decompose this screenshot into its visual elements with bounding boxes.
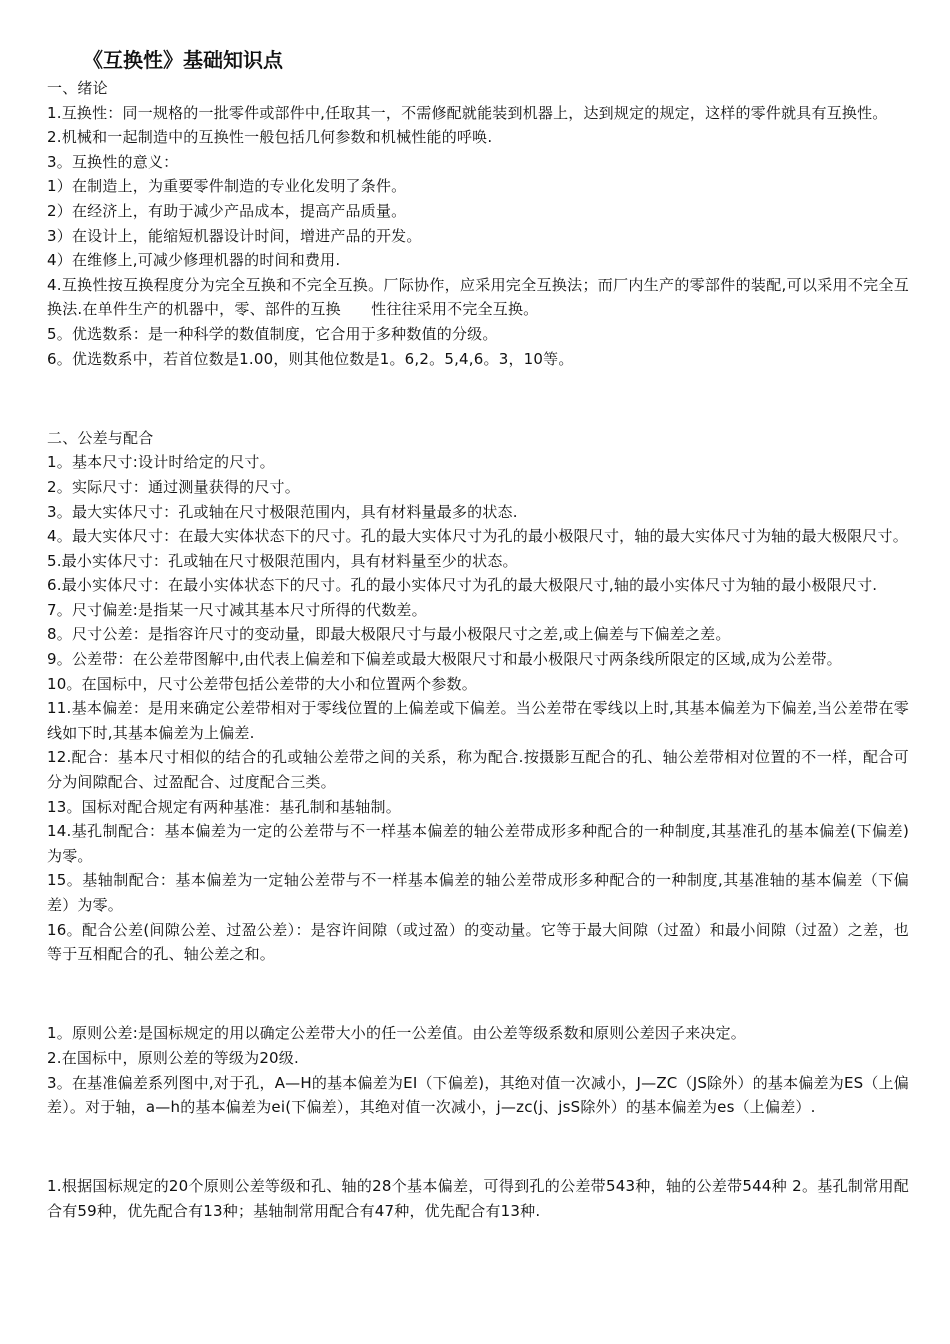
text-paragraph: 2。实际尺寸：通过测量获得的尺寸。 <box>47 477 300 496</box>
text-paragraph: 1）在制造上，为重要零件制造的专业化发明了条件。 <box>47 177 407 196</box>
document-page <box>47 46 909 1224</box>
text-paragraph: 2）在经济上，有助于减少产品成本，提高产品质量。 <box>47 201 407 220</box>
text-paragraph: 2.机械和一起制造中的互换性一般包括几何参数和机械性能的呼唤. <box>47 128 493 147</box>
text-paragraph: 5。优选数系：是一种科学的数值制度，它合用于多种数值的分级。 <box>47 324 498 343</box>
text-paragraph: 一、绪论 <box>47 79 108 97</box>
text-paragraph: 二、公差与配合 <box>47 428 154 447</box>
text-paragraph: 6。优选数系中，若首位数是1.00，则其他位数是1。6,2。5,4,6。3，10等。 <box>47 349 574 368</box>
text-paragraph: 8。尺寸公差：是指容许尺寸的变动量，即最大极限尺寸与最小极限尺寸之差,或上偏差与下偏差之差。 <box>47 625 731 644</box>
text-paragraph: 12.配合：基本尺寸相似的结合的孔或轴公差带之间的关系，称为配合.按摄影互配合的孔、轴公差带相对位置的不一样，配合可分为间隙配合、过盈配合、过度配合三类。 <box>47 748 909 792</box>
blank-line <box>47 982 909 1007</box>
text-paragraph: 3。最大实体尺寸：孔或轴在尺寸极限范围内，具有材料量最多的状态. <box>47 502 518 521</box>
text-paragraph: 13。国标对配合规定有两种基准：基孔制和基轴制。 <box>47 797 401 816</box>
text-paragraph: 15。基轴制配合：基本偏差为一定轴公差带与不一样基本偏差的轴公差带成形多种配合的一种制度,其基准轴的基本偏差（下偏差）为零。 <box>47 871 909 914</box>
text-paragraph: 2.在国标中，原则公差的等级为20级. <box>47 1048 299 1067</box>
text-paragraph: 1。基本尺寸:设计时给定的尺寸。 <box>47 453 275 472</box>
text-paragraph: 11.基本偏差：是用来确定公差带相对于零线位置的上偏差或下偏差。当公差带在零线以上时,其基本偏差为下偏差,当公差带在零线如下时,其基本偏差为上偏差. <box>47 699 909 742</box>
text-paragraph: 4.互换性按互换程度分为完全互换和不完全互换。厂际协作，应采用完全互换法；而厂内生产的零部件的装配,可以采用不完全互换法.在单件生产的机器中，零、部件的互换 性往往采用不完全互换。 <box>47 275 909 319</box>
blank-line <box>47 386 909 411</box>
document-body <box>47 76 909 1224</box>
text-paragraph: 3。互换性的意义： <box>47 152 179 171</box>
text-paragraph: 10。在国标中，尺寸公差带包括公差带的大小和位置两个参数。 <box>47 674 477 693</box>
document-title: 《互换性》基础知识点 <box>83 48 283 72</box>
text-paragraph: 1.根据国标规定的20个原则公差等级和孔、轴的28个基本偏差，可得到孔的公差带543种，轴的公差带544种 2。基孔制常用配合有59种，优先配合有13种；基轴制常用配合有47种，优先配合有13种. <box>47 1177 909 1220</box>
text-paragraph: 9。公差带：在公差带图解中,由代表上偏差和下偏差或最大极限尺寸和最小极限尺寸两条线所限定的区域,成为公差带。 <box>47 650 842 669</box>
blank-line <box>47 1135 909 1160</box>
text-paragraph: 4。最大实体尺寸：在最大实体状态下的尺寸。孔的最大实体尺寸为孔的最小极限尺寸，轴的最大实体尺寸为轴的最大极限尺寸。 <box>47 527 908 546</box>
text-paragraph: 14.基孔制配合：基本偏差为一定的公差带与不一样基本偏差的轴公差带成形多种配合的一种制度,其基准孔的基本偏差(下偏差)为零。 <box>47 822 909 865</box>
text-paragraph: 3）在设计上，能缩短机器设计时间，增进产品的开发。 <box>47 226 422 245</box>
text-paragraph: 16。配合公差(间隙公差、过盈公差）：是容许间隙（或过盈）的变动量。它等于最大间隙（过盈）和最小间隙（过盈）之差，也等于互相配合的孔、轴公差之和。 <box>47 920 909 964</box>
text-paragraph: 1.互换性：同一规格的一批零件或部件中,任取其一，不需修配就能装到机器上，达到规定的规定，这样的零件就具有互换性。 <box>47 103 888 122</box>
text-paragraph: 4）在维修上,可减少修理机器的时间和费用. <box>47 251 341 270</box>
text-paragraph: 6.最小实体尺寸：在最小实体状态下的尺寸。孔的最小实体尺寸为孔的最大极限尺寸,轴的最小实体尺寸为轴的最小极限尺寸. <box>47 576 878 595</box>
text-paragraph: 7。尺寸偏差:是指某一尺寸减其基本尺寸所得的代数差。 <box>47 600 427 619</box>
text-paragraph: 1。原则公差:是国标规定的用以确定公差带大小的任一公差值。由公差等级系数和原则公差因子来决定。 <box>47 1024 747 1043</box>
text-paragraph: 3。在基准偏差系列图中,对于孔，A—H的基本偏差为EI（下偏差)，其绝对值一次减小，J—ZC（JS除外）的基本偏差为ES（上偏差）。对于轴，a—h的基本偏差为ei(下偏差），其绝对值一次减小，j—zc(j、jsS除外）的基本偏差为es（上偏差）. <box>47 1073 909 1117</box>
text-paragraph: 5.最小实体尺寸：孔或轴在尺寸极限范围内，具有材料量至少的状态。 <box>47 551 518 570</box>
